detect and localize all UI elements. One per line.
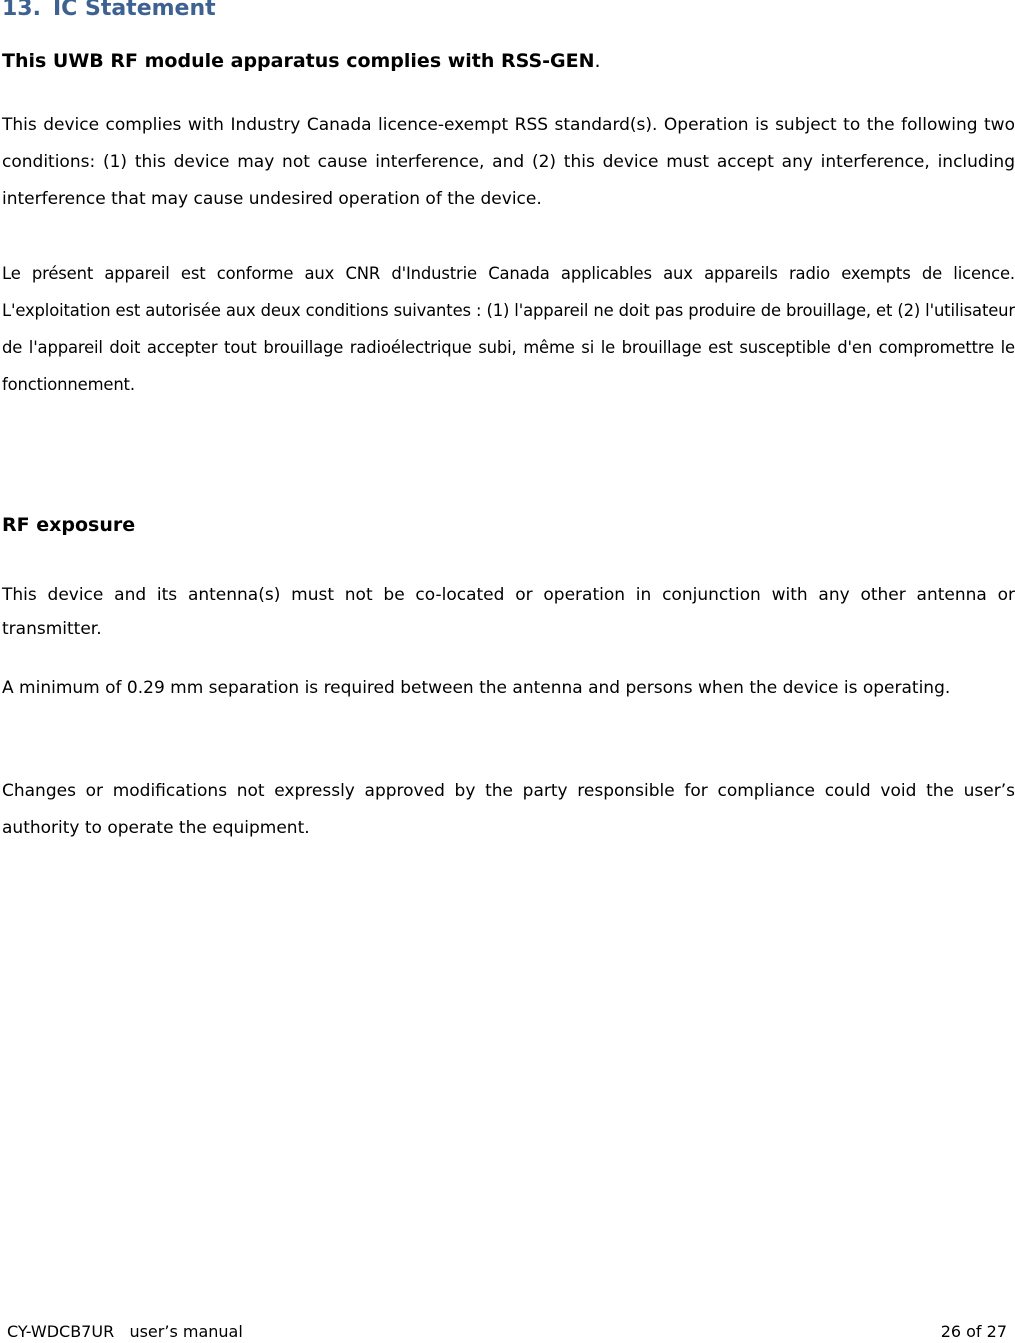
page-footer xyxy=(0,1322,1015,1343)
section-heading xyxy=(2,0,216,21)
colocation-statement: This device and its antenna(s) must not be co-located or operation in conjunction with any other antenna or transmitter. xyxy=(2,585,1015,639)
section-title: IC Statement xyxy=(52,0,216,21)
ic-statement-english: This device complies with Industry Canada licence-exempt RSS standard(s). Operation is subject to the following two conditions: (1) this device may not cause interference, and (2) this device must accept any interference, including interference that may cause undesired operation of the device. xyxy=(2,115,1015,209)
compliance-statement-period: . xyxy=(594,50,601,72)
compliance-statement-text: This UWB RF module apparatus complies with RSS-GEN xyxy=(2,50,595,72)
footer-model: CY-WDCB7UR xyxy=(7,1322,115,1341)
footer-page-number: 26 of 27 xyxy=(940,1322,1007,1341)
rf-exposure-heading: RF exposure xyxy=(2,514,136,536)
footer-doc-name: user’s manual xyxy=(129,1322,243,1341)
footer-document-label xyxy=(7,1322,243,1341)
ic-statement-french: Le présent appareil est conforme aux CNR d'Industrie Canada applicables aux appareils radio exempts de licence. L'exploitation est autorisée aux deux conditions suivantes : (1) l'appareil ne doit pas produire de brouillage, et (2) l'utilisateur de l'appareil doit accepter tout brouillage radioélectrique subi, même si le brouillage est susceptible d'en compromettre le fonctionnement. xyxy=(2,264,1015,394)
compliance-statement xyxy=(2,47,601,75)
modifications-statement: Changes or modifications not expressly approved by the party responsible for compliance could void the user’s authority to operate the equipment. xyxy=(2,781,1015,838)
separation-statement: A minimum of 0.29 mm separation is required between the antenna and persons when the device is operating. xyxy=(2,678,951,698)
section-number: 13. xyxy=(2,0,41,21)
